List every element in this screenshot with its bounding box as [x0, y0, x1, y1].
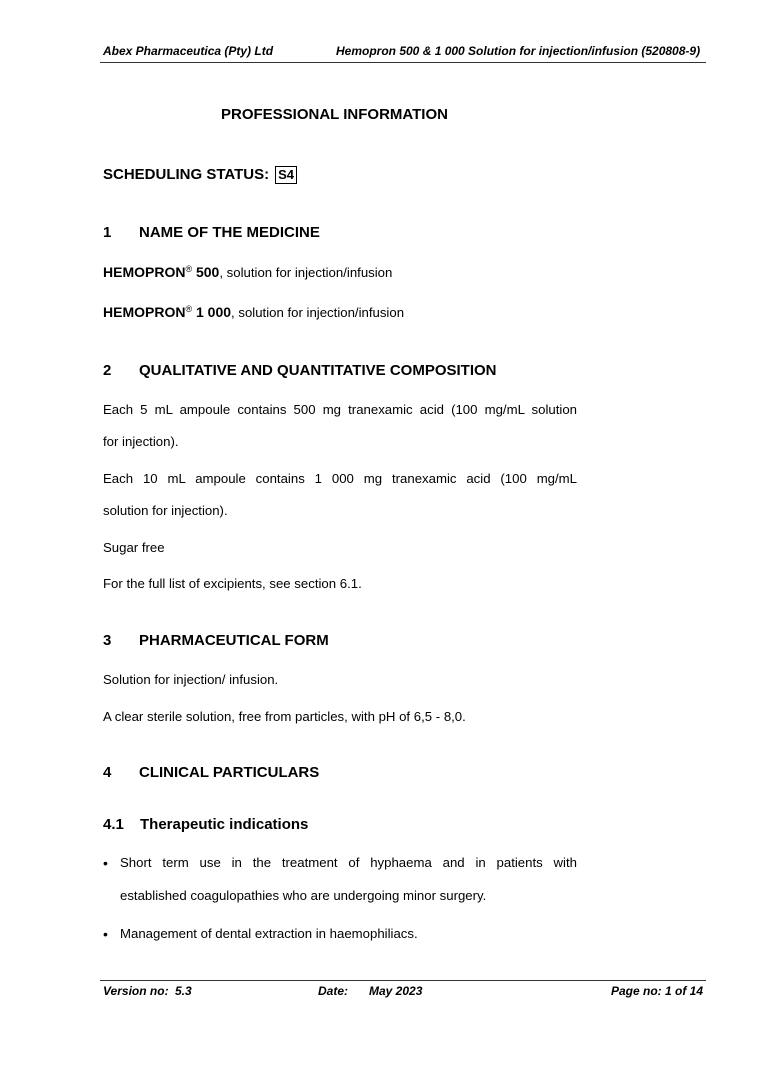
header-company: Abex Pharmaceutica (Pty) Ltd — [103, 44, 274, 58]
bullet-icon: • — [103, 926, 108, 942]
section-title: CLINICAL PARTICULARS — [139, 764, 320, 781]
header-product: Hemopron 500 & 1 000 Solution for injection/infusion (520808-9) — [336, 44, 701, 58]
header-divider — [100, 62, 706, 63]
scheduling-status — [103, 166, 297, 184]
footer-divider — [100, 980, 706, 981]
footer-date-label: Date: — [318, 984, 349, 998]
indication-item: Short term use in the treatment of hyphaema and in patients with — [120, 855, 577, 870]
composition-line: Sugar free — [103, 540, 165, 555]
scheduling-value: S4 — [275, 166, 297, 184]
composition-line: Each 10 mL ampoule contains 1 000 mg tranexamic acid (100 mg/mL — [103, 471, 577, 486]
section-number: 4 — [103, 764, 112, 781]
medicine-name-1000: HEMOPRON® 1 000, solution for injection/infusion — [103, 304, 405, 320]
section-number: 3 — [103, 632, 112, 649]
composition-line: For the full list of excipients, see section 6.1. — [103, 576, 362, 591]
form-line: A clear sterile solution, free from particles, with pH of 6,5 - 8,0. — [103, 709, 466, 724]
indication-item-continued: established coagulopathies who are undergoing minor surgery. — [120, 888, 487, 903]
bullet-icon: • — [103, 855, 108, 871]
composition-line: for injection). — [103, 434, 179, 449]
section-title: NAME OF THE MEDICINE — [139, 224, 320, 241]
section-title: QUALITATIVE AND QUANTITATIVE COMPOSITION — [139, 362, 497, 379]
section-title: Therapeutic indications — [140, 816, 309, 833]
scheduling-label: SCHEDULING STATUS: — [103, 166, 270, 183]
composition-line: Each 5 mL ampoule contains 500 mg tranexamic acid (100 mg/mL solution — [103, 402, 577, 417]
footer-date: May 2023 — [369, 984, 423, 998]
section-number: 2 — [103, 362, 112, 379]
footer-version-label: Version no: — [103, 984, 169, 998]
section-number: 4.1 — [103, 816, 124, 833]
footer-page-number: Page no: 1 of 14 — [611, 984, 704, 998]
page-title: PROFESSIONAL INFORMATION — [221, 106, 448, 123]
section-number: 1 — [103, 224, 112, 241]
composition-line: solution for injection). — [103, 503, 228, 518]
footer-version: 5.3 — [175, 984, 192, 998]
medicine-name-500: HEMOPRON® 500, solution for injection/infusion — [103, 264, 393, 280]
form-line: Solution for injection/ infusion. — [103, 672, 279, 687]
indication-item: Management of dental extraction in haemophiliacs. — [120, 926, 418, 941]
section-title: PHARMACEUTICAL FORM — [139, 632, 329, 649]
